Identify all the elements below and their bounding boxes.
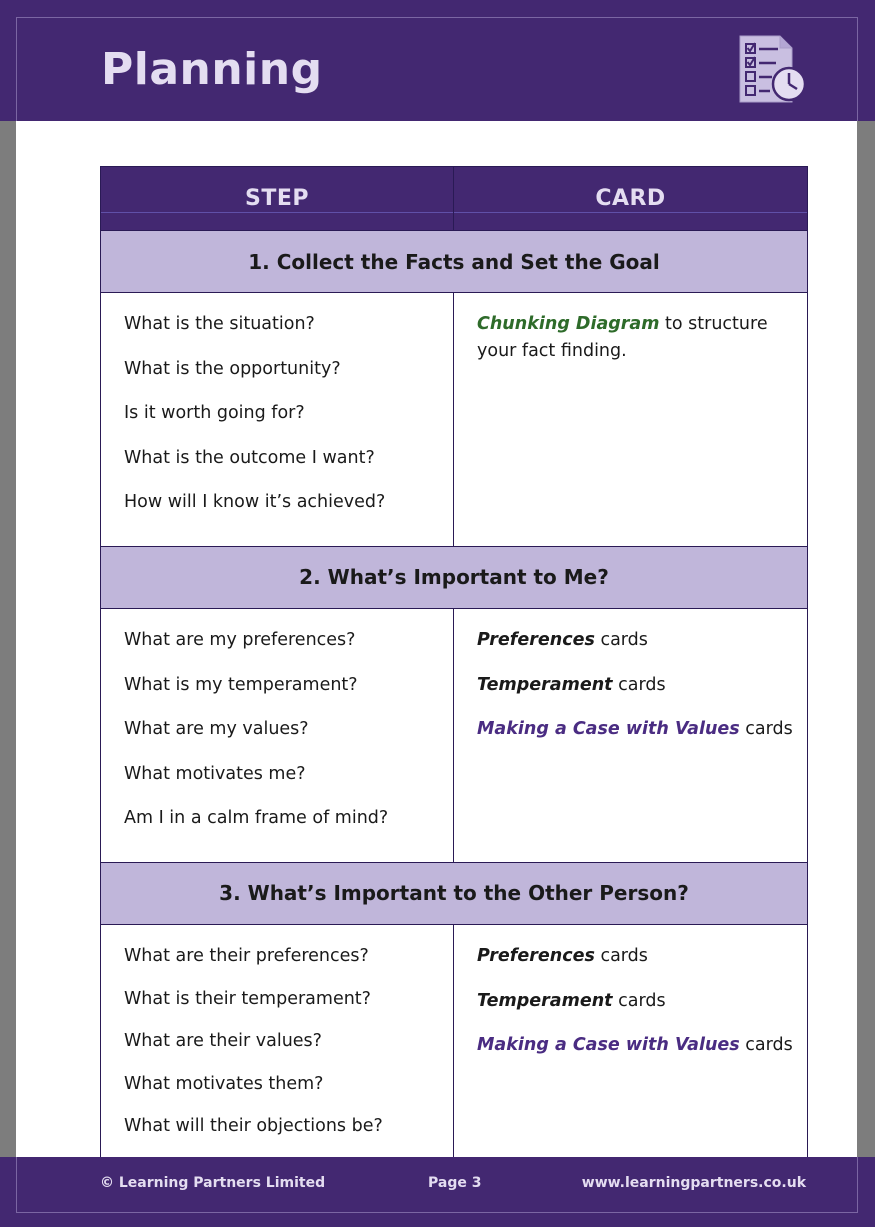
section-heading-row bbox=[101, 546, 808, 608]
question-item: What is my temperament? bbox=[124, 674, 358, 695]
column-header-step bbox=[101, 167, 454, 231]
section-heading: 2. What’s Important to Me? bbox=[101, 546, 808, 608]
card-reference bbox=[477, 988, 785, 1033]
table-header-row bbox=[101, 167, 808, 231]
card-references bbox=[454, 293, 808, 547]
checklist-clock-icon bbox=[736, 34, 808, 106]
section-heading-row bbox=[101, 231, 808, 293]
card-reference bbox=[477, 627, 785, 672]
card-name: Preferences bbox=[477, 629, 595, 650]
card-reference bbox=[477, 716, 793, 761]
card-name: Preferences bbox=[477, 945, 595, 966]
question-item: What will their objections be? bbox=[124, 1116, 383, 1137]
footer-page-number: Page 3 bbox=[428, 1175, 482, 1191]
step-questions bbox=[101, 608, 454, 862]
page-footer bbox=[0, 1157, 875, 1227]
card-name: Making a Case with Values bbox=[477, 719, 740, 740]
header-rule bbox=[454, 212, 807, 213]
question-item: What is the outcome I want? bbox=[124, 447, 375, 468]
question-item: How will I know it’s achieved? bbox=[124, 492, 386, 513]
section-heading: 3. What’s Important to the Other Person? bbox=[101, 862, 808, 924]
card-name: Temperament bbox=[477, 674, 613, 695]
page-header bbox=[0, 0, 875, 121]
question-item: What is the opportunity? bbox=[124, 358, 341, 379]
question-item: What motivates me? bbox=[124, 763, 306, 784]
footer-copyright: © Learning Partners Limited bbox=[100, 1175, 326, 1191]
question-item: What are my values? bbox=[124, 719, 309, 740]
card-suffix: cards bbox=[612, 990, 666, 1011]
section-content-row bbox=[101, 293, 808, 547]
question-item: What is the situation? bbox=[124, 314, 315, 334]
step-questions bbox=[101, 924, 454, 1168]
card-name: Making a Case with Values bbox=[477, 1035, 740, 1056]
question-item: What are my preferences? bbox=[124, 629, 356, 650]
section-content-row bbox=[101, 608, 808, 862]
footer-website-link[interactable]: www.learningpartners.co.uk bbox=[581, 1175, 806, 1191]
card-name: Temperament bbox=[477, 990, 613, 1011]
card-suffix: cards bbox=[594, 945, 648, 966]
question-item: What is their temperament? bbox=[124, 988, 371, 1009]
card-reference bbox=[477, 672, 785, 717]
page-title: Planning bbox=[101, 44, 323, 95]
step-questions bbox=[101, 293, 454, 547]
question-item: Am I in a calm frame of mind? bbox=[124, 808, 389, 829]
section-content-row bbox=[101, 924, 808, 1168]
card-references bbox=[454, 608, 808, 862]
card-suffix: cards bbox=[739, 1035, 793, 1056]
card-description: to structure your fact finding. bbox=[477, 314, 768, 361]
section-heading: 1. Collect the Facts and Set the Goal bbox=[101, 231, 808, 293]
header-rule bbox=[101, 212, 453, 213]
card-name: Chunking Diagram bbox=[477, 314, 660, 334]
question-item: What motivates them? bbox=[124, 1073, 324, 1094]
question-item: What are their preferences? bbox=[124, 945, 369, 966]
card-references bbox=[454, 924, 808, 1168]
column-header-card-label: CARD bbox=[595, 186, 666, 211]
card-reference bbox=[477, 943, 785, 988]
card-reference bbox=[477, 1032, 793, 1077]
column-header-step-label: STEP bbox=[244, 186, 309, 211]
question-item: What are their values? bbox=[124, 1031, 322, 1052]
column-header-card bbox=[454, 167, 808, 231]
card-suffix: cards bbox=[739, 719, 793, 740]
card-reference bbox=[477, 311, 785, 365]
section-heading-row bbox=[101, 862, 808, 924]
planning-table bbox=[100, 166, 808, 1169]
card-suffix: cards bbox=[594, 629, 648, 650]
question-item: Is it worth going for? bbox=[124, 403, 305, 424]
card-suffix: cards bbox=[612, 674, 666, 695]
